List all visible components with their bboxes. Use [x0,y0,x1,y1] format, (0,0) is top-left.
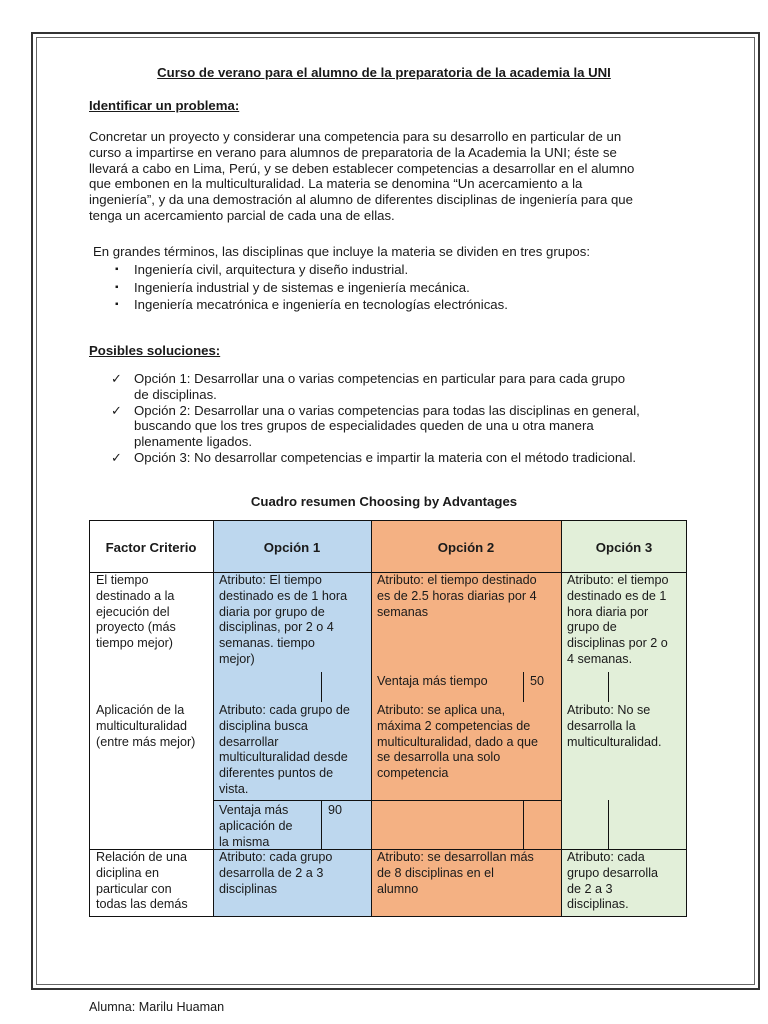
row1-op2-score-divider [523,672,524,702]
list-item: ✓ Opción 2: Desarrollar una o varias competencias para todas las disciplinas en general, buscando que los tres grupos de especialidades queden de una u otra manera plenamente ligados. [111,403,711,450]
row1-op1-score-divider [321,672,322,702]
list-item: ✓ Opción 1: Desarrollar una o varias competencias en particular para para cada grupo de disciplinas. [111,371,711,403]
row2-option1-score: 90 [328,803,343,817]
row2-op3-score-divider [608,800,609,849]
cba-table [89,520,687,917]
heading-problem: Identificar un problema: [89,98,240,113]
problem-paragraph [89,129,739,224]
row2-op1-score-divider [321,800,322,849]
groups-list [115,261,508,314]
table-caption: Cuadro resumen Choosing by Advantages [250,494,518,509]
header-option-3: Opción 3 [595,540,653,556]
heading-solutions: Posibles soluciones: [89,343,221,358]
table-border-right [686,520,687,917]
row3-option1: Atributo: cada grupo desarrolla de 2 a 3 disciplinas [219,850,333,896]
document-title: Curso de verano para el alumno de la preparatoria de la academia la UNI [157,65,611,80]
col-divider-3 [561,520,562,917]
groups-intro: En grandes términos, las disciplinas que incluye la materia se dividen en tres grupos: [93,244,590,259]
row3-factor: Relación de una diciplina en particular con todas las demás [96,850,188,912]
row3-top-line [89,849,687,850]
header-divider [89,572,687,573]
row2-option1-advantage: Ventaja más aplicación de la misma [219,803,293,849]
paragraph-line: curso a impartirse en verano para alumnos de preparatoria de la Academia la UNI; éste se [89,144,617,160]
header-option-2: Opción 2 [437,540,495,556]
row1-option2-advantage: Ventaja más tiempo [377,674,488,688]
header-factor: Factor Criterio [105,540,197,556]
row3-option2: Atributo: se desarrollan más de 8 disciplinas en el alumno [377,850,534,896]
table-border-top [89,520,687,521]
list-item: ✓ Opción 3: No desarrollar competencias e impartir la materia con el método tradicional. [111,450,711,466]
row3-option3: Atributo: cada grupo desarrolla de 2 a 3 disciplinas. [567,850,659,912]
row2-option1: Atributo: cada grupo de disciplina busca desarrollar multiculturalidad desde diferentes puntos de vista. [219,703,350,796]
row1-option2-score: 50 [530,674,545,688]
solutions-list [111,371,711,466]
row1-op3-score-divider [608,672,609,702]
row2-option2: Atributo: se aplica una, máxima 2 competencias de multiculturalidad, dado a que se desarrolla una solo competencia [377,703,539,781]
paragraph-line: ingeniería”, y da una demostración al alumno de diferentes disciplinas de ingeniería para que [89,192,633,208]
row1-option3: Atributo: el tiempo destinado es de 1 hora diaria por grupo de disciplinas por 2 o 4 semanas. [567,573,669,666]
list-item: ▪ Ingeniería mecatrónica e ingeniería en tecnologías electrónicas. [115,296,508,314]
row2-op2-score-divider [523,800,524,849]
paragraph-line: llevará a cabo en Lima, Perú, y se deben establecer competencias a desarrollar en el alumno [89,160,635,176]
header-option-1: Opción 1 [263,540,321,556]
paragraph-line: tenga un acercamiento parcial de cada una de ellas. [89,207,395,223]
row1-factor: El tiempo destinado a la ejecución del proyecto (más tiempo mejor) [96,573,176,651]
row2-factor: Aplicación de la multiculturalidad (entre más mejor) [96,703,196,749]
table-border-left [89,520,90,917]
list-item: ▪ Ingeniería industrial y de sistemas e ingeniería mecánica. [115,279,508,297]
paragraph-line: que embonen en la multiculturalidad. La materia se denomina “Un acercamiento a la [89,176,583,192]
table-border-bottom [89,916,687,917]
row2-option3: Atributo: No se desarrolla la multiculturalidad. [567,703,662,749]
col-divider-1 [213,520,214,917]
row2-adv-top-line [213,800,561,801]
paragraph-line: Concretar un proyecto y considerar una competencia para su desarrollo en particular de un [89,129,622,144]
col-divider-2 [371,520,372,917]
list-item: ▪ Ingeniería civil, arquitectura y diseño industrial. [115,261,508,279]
row1-option2: Atributo: el tiempo destinado es de 2.5 horas diarias por 4 semanas [377,573,537,619]
footer-author: Alumna: Marilu Huaman [89,1000,225,1014]
row1-option1: Atributo: El tiempo destinado es de 1 hora diaria por grupo de disciplinas, por 2 o 4 semanas. tiempo mejor) [219,573,348,666]
